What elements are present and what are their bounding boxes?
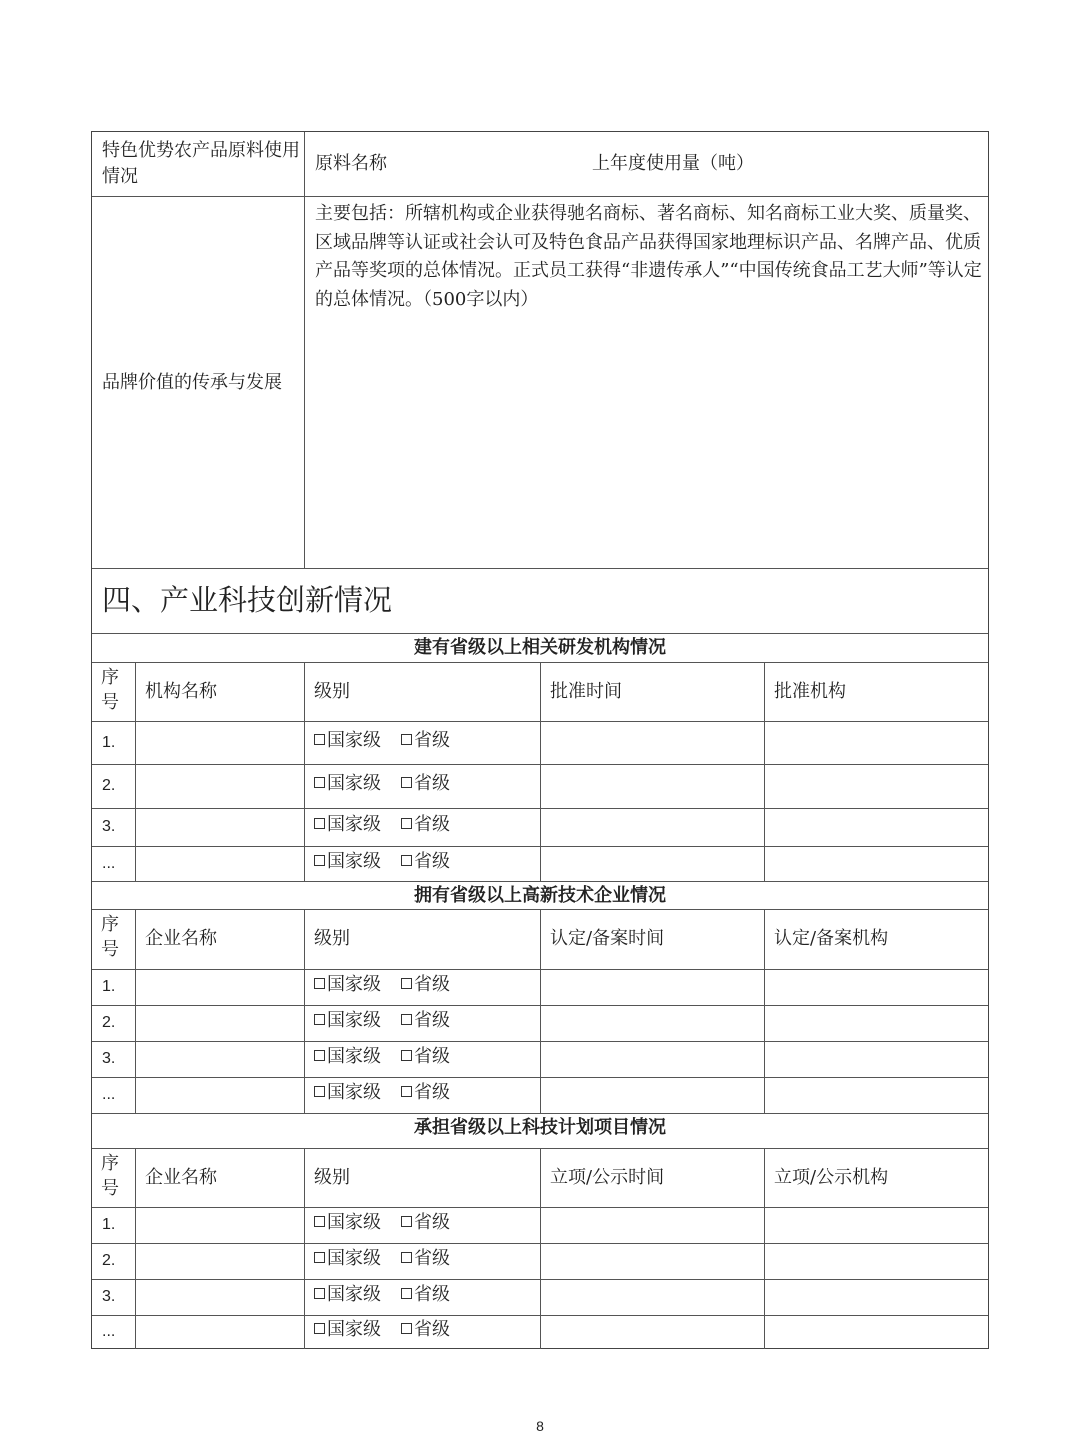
column-header: 立项/公示时间: [550, 1166, 665, 1188]
level-options: [314, 728, 450, 754]
option-national-label: 国家级: [327, 729, 381, 751]
level-options: [314, 771, 450, 797]
option-provincial-label: 省级: [414, 729, 450, 751]
column-header: 级别: [314, 928, 350, 949]
row-serial: ...: [102, 1323, 116, 1340]
option-provincial-label: 省级: [414, 1010, 450, 1031]
divider: [92, 568, 988, 569]
divider: [92, 196, 988, 197]
checkbox-provincial[interactable]: [401, 1288, 412, 1299]
divider: [540, 1148, 541, 1349]
checkbox-provincial[interactable]: [401, 818, 412, 829]
option-national-label: 国家级: [327, 814, 381, 835]
level-options: [314, 1246, 450, 1272]
option-national-label: 国家级: [327, 1319, 381, 1340]
table-caption: 承担省级以上科技计划项目情况: [414, 1117, 666, 1138]
divider: [304, 662, 305, 881]
checkbox-national[interactable]: [314, 1323, 325, 1334]
column-header: 企业名称: [145, 928, 217, 949]
level-options: [314, 849, 450, 875]
divider: [135, 1148, 136, 1349]
header-serial: 序号: [101, 914, 119, 960]
material-name-header: 原料名称: [315, 153, 387, 174]
usage-header: 上年度使用量（吨）: [592, 153, 754, 174]
checkbox-provincial[interactable]: [401, 1014, 412, 1025]
option-national-label: 国家级: [327, 1284, 381, 1305]
option-provincial-label: 省级: [414, 1248, 450, 1269]
header-serial: 序号: [101, 1153, 119, 1199]
checkbox-provincial[interactable]: [401, 777, 412, 788]
level-options: [314, 812, 450, 838]
table-caption: 拥有省级以上高新技术企业情况: [414, 885, 666, 906]
divider: [92, 881, 988, 882]
option-provincial-label: 省级: [414, 1212, 450, 1233]
table-caption: 建有省级以上相关研发机构情况: [414, 637, 666, 658]
divider: [135, 662, 136, 881]
application-form-table: [91, 131, 989, 1349]
row-serial: 1.: [102, 1216, 116, 1233]
column-header: 认定/备案机构: [774, 928, 889, 949]
checkbox-provincial[interactable]: [401, 1086, 412, 1097]
divider: [92, 633, 988, 634]
column-header: 批准机构: [774, 680, 846, 702]
checkbox-national[interactable]: [314, 818, 325, 829]
option-national-label: 国家级: [327, 773, 381, 794]
column-header: 立项/公示机构: [774, 1166, 889, 1188]
checkbox-national[interactable]: [314, 734, 325, 745]
checkbox-national[interactable]: [314, 777, 325, 788]
option-provincial-label: 省级: [414, 1319, 450, 1340]
option-provincial-label: 省级: [414, 814, 450, 835]
checkbox-national[interactable]: [314, 1014, 325, 1025]
option-provincial-label: 省级: [414, 773, 450, 794]
checkbox-national[interactable]: [314, 855, 325, 866]
section-title: 四、产业科技创新情况: [102, 583, 393, 617]
brand-value-label: 品牌价值的传承与发展: [102, 372, 282, 393]
level-options: [314, 1080, 450, 1106]
divider: [764, 909, 765, 1113]
checkbox-provincial[interactable]: [401, 1252, 412, 1263]
level-options: [314, 972, 450, 998]
option-national-label: 国家级: [327, 850, 381, 872]
column-header: 批准时间: [550, 680, 622, 702]
brand-value-description[interactable]: 主要包括：所辖机构或企业获得驰名商标、著名商标、知名商标工业大奖、质量奖、区域品牌等认证或社会认可及特色食品产品获得国家地理标识产品、名牌产品、优质产品等奖项的总体情况。正式员工获得“非遗传承人”“中国传统食品工艺大师”等认定的总体情况。（500字以内）: [315, 203, 982, 310]
row-serial: ...: [102, 854, 116, 872]
row-serial: 1.: [102, 733, 116, 751]
row-serial: 2.: [102, 777, 116, 794]
checkbox-provincial[interactable]: [401, 734, 412, 745]
option-provincial-label: 省级: [414, 850, 450, 872]
column-header: 企业名称: [145, 1166, 217, 1188]
divider: [92, 1113, 988, 1114]
header-serial: 序号: [101, 667, 119, 713]
level-options: [314, 1044, 450, 1070]
row-serial: 1.: [102, 978, 116, 995]
option-national-label: 国家级: [327, 1248, 381, 1269]
divider: [540, 662, 541, 881]
option-national-label: 国家级: [327, 1082, 381, 1103]
option-provincial-label: 省级: [414, 974, 450, 995]
option-provincial-label: 省级: [414, 1046, 450, 1067]
checkbox-national[interactable]: [314, 978, 325, 989]
option-provincial-label: 省级: [414, 1284, 450, 1305]
column-header: 认定/备案时间: [550, 928, 665, 949]
checkbox-national[interactable]: [314, 1216, 325, 1227]
divider: [764, 1148, 765, 1349]
checkbox-provincial[interactable]: [401, 855, 412, 866]
divider: [304, 1148, 305, 1349]
checkbox-national[interactable]: [314, 1252, 325, 1263]
column-header: 级别: [314, 1166, 350, 1188]
row-serial: 3.: [102, 1050, 116, 1067]
checkbox-provincial[interactable]: [401, 1050, 412, 1061]
divider: [304, 909, 305, 1113]
row-serial: ...: [102, 1086, 116, 1103]
raw-material-label: 特色优势农产品原料使用情况: [102, 140, 300, 187]
option-national-label: 国家级: [327, 974, 381, 995]
divider: [135, 909, 136, 1113]
checkbox-national[interactable]: [314, 1050, 325, 1061]
checkbox-provincial[interactable]: [401, 1323, 412, 1334]
option-national-label: 国家级: [327, 1046, 381, 1067]
checkbox-national[interactable]: [314, 1288, 325, 1299]
divider: [540, 909, 541, 1113]
option-national-label: 国家级: [327, 1212, 381, 1233]
option-national-label: 国家级: [327, 1010, 381, 1031]
option-provincial-label: 省级: [414, 1082, 450, 1103]
row-serial: 2.: [102, 1252, 116, 1269]
page-number: 8: [536, 1418, 544, 1434]
checkbox-national[interactable]: [314, 1086, 325, 1097]
divider: [304, 132, 305, 568]
row-serial: 3.: [102, 818, 116, 835]
row-serial: 2.: [102, 1014, 116, 1031]
row-serial: 3.: [102, 1288, 116, 1305]
level-options: [314, 1317, 450, 1343]
level-options: [314, 1210, 450, 1236]
column-header: 机构名称: [145, 680, 217, 702]
level-options: [314, 1008, 450, 1034]
checkbox-provincial[interactable]: [401, 1216, 412, 1227]
checkbox-provincial[interactable]: [401, 978, 412, 989]
divider: [764, 662, 765, 881]
level-options: [314, 1282, 450, 1308]
column-header: 级别: [314, 680, 350, 702]
